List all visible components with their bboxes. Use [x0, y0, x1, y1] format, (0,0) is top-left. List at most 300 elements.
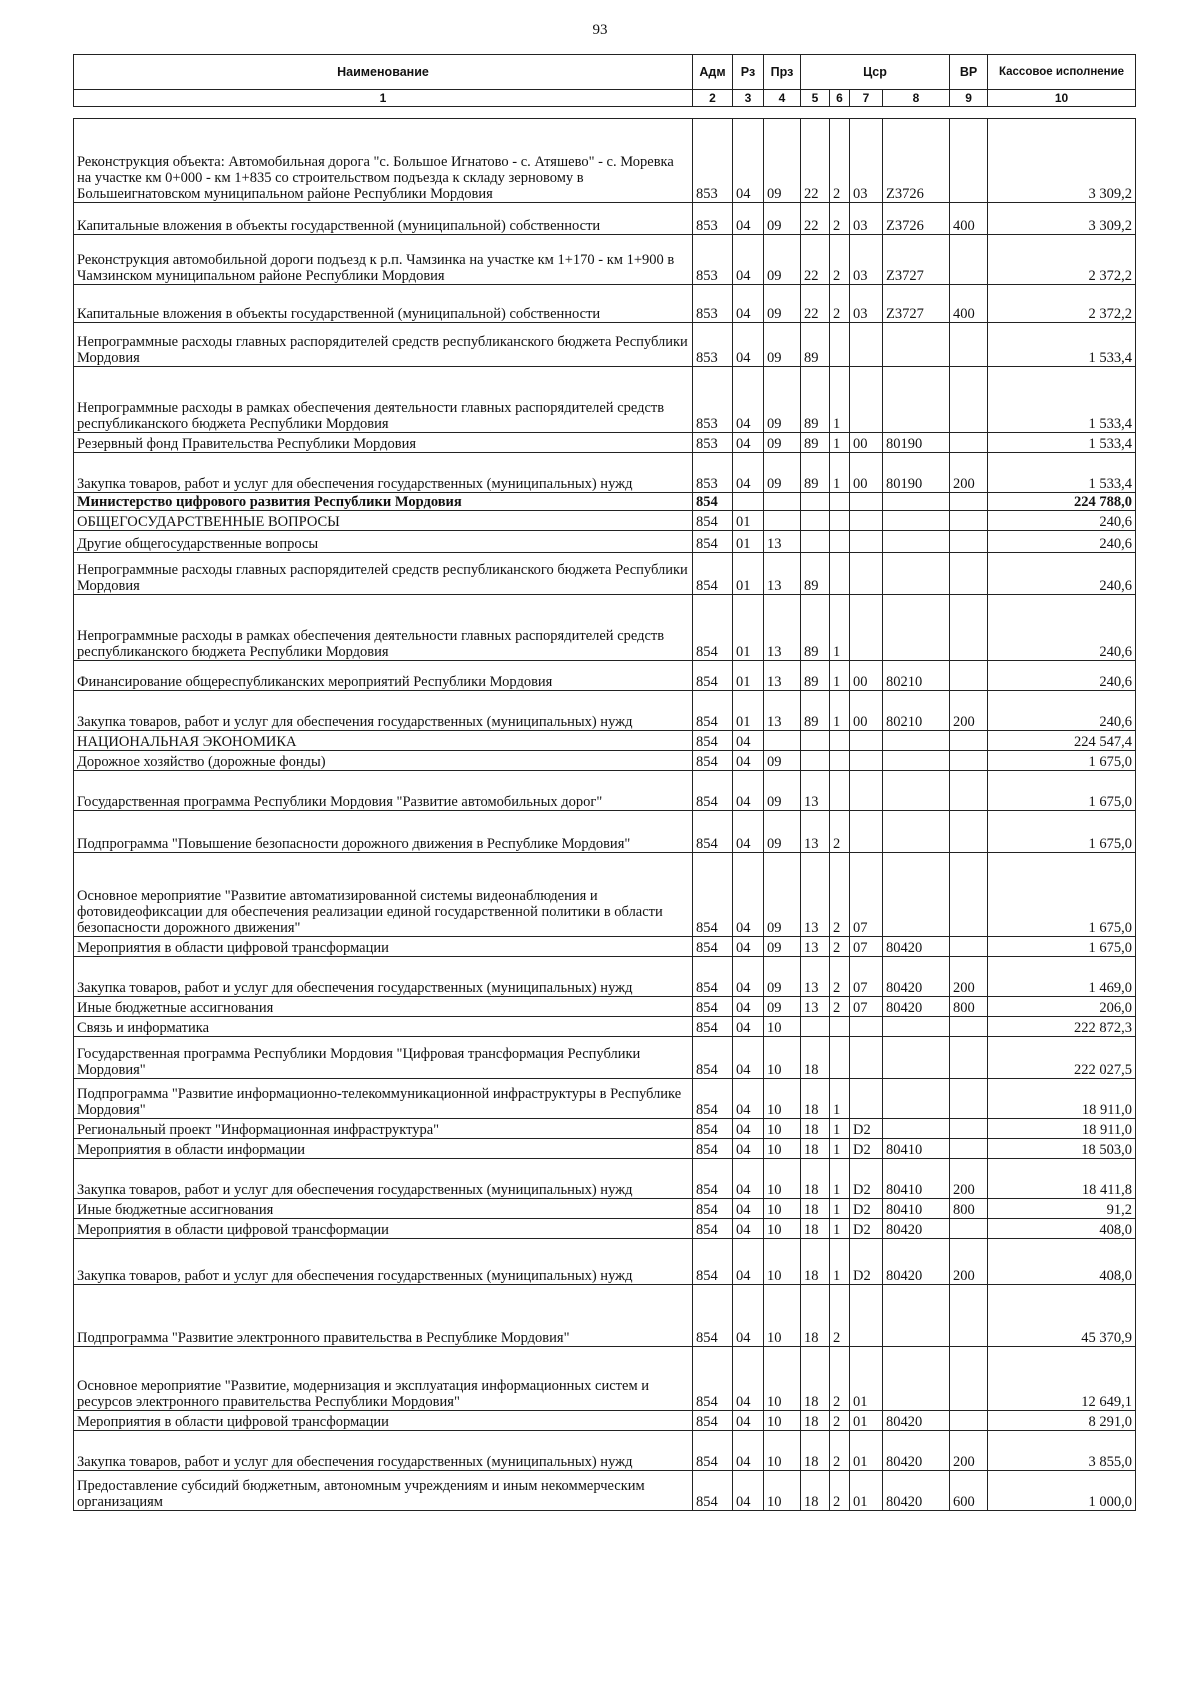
cell-vr: [950, 1079, 988, 1119]
cell-csr-program: 89: [801, 367, 830, 433]
cell-name: Непрограммные расходы в рамках обеспечения деятельности главных распорядителей средств республиканского бюджета Республики Мордовия: [74, 367, 693, 433]
cell-csr-subprogram: 2: [830, 997, 850, 1017]
cell-csr-event: 03: [850, 235, 883, 285]
cell-csr-program: 22: [801, 285, 830, 323]
cell-csr-subprogram: 2: [830, 1431, 850, 1471]
cell-csr-program: 18: [801, 1285, 830, 1347]
cell-csr-direction: [883, 853, 950, 937]
cell-csr-event: D2: [850, 1159, 883, 1199]
cell-prz: 10: [764, 1239, 801, 1285]
cell-csr-direction: Z3727: [883, 235, 950, 285]
cell-csr-direction: 80410: [883, 1159, 950, 1199]
cell-prz: 13: [764, 661, 801, 691]
cell-name: Другие общегосударственные вопросы: [74, 531, 693, 553]
cell-csr-direction: 80190: [883, 433, 950, 453]
budget-table: [73, 54, 1136, 1511]
cell-rz: 04: [733, 1471, 764, 1511]
cell-adm: 854: [693, 1471, 733, 1511]
cell-prz: 10: [764, 1017, 801, 1037]
cell-csr-subprogram: 2: [830, 119, 850, 203]
cell-csr-program: 18: [801, 1119, 830, 1139]
cell-name: Капитальные вложения в объекты государственной (муниципальной) собственности: [74, 285, 693, 323]
cell-amount: 1 000,0: [988, 1471, 1136, 1511]
cell-csr-event: D2: [850, 1239, 883, 1285]
cell-csr-event: [850, 1037, 883, 1079]
cell-csr-subprogram: [830, 553, 850, 595]
spacer-row: [74, 107, 1136, 119]
cell-prz: 09: [764, 323, 801, 367]
cell-adm: 854: [693, 1037, 733, 1079]
table-body: [74, 107, 1136, 1511]
cell-csr-direction: Z3726: [883, 119, 950, 203]
cell-vr: [950, 1037, 988, 1079]
cell-rz: 04: [733, 323, 764, 367]
cell-csr-direction: 80210: [883, 691, 950, 731]
cell-vr: [950, 119, 988, 203]
cell-vr: [950, 367, 988, 433]
cell-amount: 2 372,2: [988, 285, 1136, 323]
table-row: [74, 119, 1136, 203]
cell-vr: [950, 731, 988, 751]
cell-vr: [950, 433, 988, 453]
cell-csr-direction: 80410: [883, 1139, 950, 1159]
spacer-cell: [801, 107, 830, 119]
cell-amount: 1 533,4: [988, 433, 1136, 453]
cell-name: Иные бюджетные ассигнования: [74, 1199, 693, 1219]
header-amount: Кассовое исполнение: [988, 55, 1136, 90]
cell-name: Финансирование общереспубликанских мероприятий Республики Мордовия: [74, 661, 693, 691]
cell-csr-event: 07: [850, 997, 883, 1017]
cell-csr-program: 22: [801, 235, 830, 285]
cell-rz: 04: [733, 433, 764, 453]
cell-adm: 854: [693, 493, 733, 511]
cell-csr-subprogram: 2: [830, 235, 850, 285]
cell-rz: 04: [733, 203, 764, 235]
table-row: [74, 997, 1136, 1017]
cell-adm: 853: [693, 453, 733, 493]
column-number: 4: [764, 90, 801, 107]
cell-csr-direction: [883, 731, 950, 751]
cell-amount: 3 309,2: [988, 119, 1136, 203]
cell-vr: [950, 661, 988, 691]
cell-csr-direction: [883, 553, 950, 595]
cell-csr-subprogram: [830, 731, 850, 751]
cell-csr-event: 07: [850, 957, 883, 997]
cell-csr-event: [850, 511, 883, 531]
cell-name: Реконструкция автомобильной дороги подъезд к р.п. Чамзинка на участке км 1+170 - км 1+900 в Чамзинском муниципальном районе Республики Мордовия: [74, 235, 693, 285]
cell-prz: 10: [764, 1037, 801, 1079]
cell-rz: 04: [733, 1159, 764, 1199]
cell-name: Капитальные вложения в объекты государственной (муниципальной) собственности: [74, 203, 693, 235]
cell-csr-subprogram: 2: [830, 853, 850, 937]
cell-amount: 1 675,0: [988, 811, 1136, 853]
cell-adm: 854: [693, 1159, 733, 1199]
table-row: [74, 661, 1136, 691]
cell-prz: 10: [764, 1119, 801, 1139]
cell-rz: 04: [733, 771, 764, 811]
cell-csr-subprogram: [830, 323, 850, 367]
cell-csr-subprogram: [830, 751, 850, 771]
cell-vr: [950, 771, 988, 811]
table-row: [74, 531, 1136, 553]
cell-rz: 04: [733, 1431, 764, 1471]
header-csr: Цср: [801, 55, 950, 90]
header-row: [74, 55, 1136, 90]
cell-prz: [764, 493, 801, 511]
cell-name: Мероприятия в области цифровой трансформации: [74, 1219, 693, 1239]
cell-rz: 04: [733, 1037, 764, 1079]
cell-csr-subprogram: 1: [830, 433, 850, 453]
cell-csr-subprogram: 1: [830, 595, 850, 661]
cell-csr-direction: 80420: [883, 1411, 950, 1431]
cell-csr-event: [850, 553, 883, 595]
column-number: 6: [830, 90, 850, 107]
table-row: [74, 433, 1136, 453]
cell-rz: 01: [733, 553, 764, 595]
cell-csr-direction: [883, 1017, 950, 1037]
cell-csr-program: 13: [801, 811, 830, 853]
cell-csr-event: [850, 751, 883, 771]
cell-csr-program: 18: [801, 1219, 830, 1239]
cell-csr-program: 18: [801, 1079, 830, 1119]
cell-csr-direction: [883, 531, 950, 553]
cell-csr-event: 00: [850, 691, 883, 731]
spacer-cell: [830, 107, 850, 119]
table-row: [74, 937, 1136, 957]
cell-name: Мероприятия в области цифровой трансформации: [74, 1411, 693, 1431]
cell-adm: 854: [693, 531, 733, 553]
cell-vr: 200: [950, 453, 988, 493]
cell-name: Предоставление субсидий бюджетным, автономным учреждениям и иным некоммерческим организациям: [74, 1471, 693, 1511]
cell-adm: 854: [693, 661, 733, 691]
cell-csr-subprogram: [830, 771, 850, 811]
cell-vr: [950, 531, 988, 553]
cell-vr: [950, 235, 988, 285]
table-row: [74, 1411, 1136, 1431]
cell-csr-event: 03: [850, 119, 883, 203]
cell-csr-event: [850, 731, 883, 751]
cell-amount: 224 788,0: [988, 493, 1136, 511]
cell-csr-direction: 80420: [883, 1239, 950, 1285]
cell-prz: 09: [764, 853, 801, 937]
cell-rz: 01: [733, 511, 764, 531]
cell-vr: 200: [950, 957, 988, 997]
cell-adm: 854: [693, 957, 733, 997]
table-row: [74, 595, 1136, 661]
cell-amount: 3 855,0: [988, 1431, 1136, 1471]
cell-adm: 854: [693, 1347, 733, 1411]
cell-prz: 13: [764, 553, 801, 595]
cell-prz: 10: [764, 1139, 801, 1159]
cell-prz: 09: [764, 235, 801, 285]
cell-vr: 400: [950, 203, 988, 235]
column-number: 2: [693, 90, 733, 107]
cell-name: Закупка товаров, работ и услуг для обеспечения государственных (муниципальных) нужд: [74, 1239, 693, 1285]
cell-vr: [950, 493, 988, 511]
cell-adm: 854: [693, 811, 733, 853]
cell-prz: 09: [764, 285, 801, 323]
cell-csr-program: 13: [801, 957, 830, 997]
cell-name: Мероприятия в области цифровой трансформации: [74, 937, 693, 957]
cell-rz: 04: [733, 1119, 764, 1139]
cell-adm: 854: [693, 1079, 733, 1119]
table-row: [74, 1159, 1136, 1199]
table-row: [74, 1431, 1136, 1471]
cell-adm: 853: [693, 119, 733, 203]
cell-amount: 1 533,4: [988, 453, 1136, 493]
table-row: [74, 771, 1136, 811]
cell-prz: [764, 731, 801, 751]
header-name: Наименование: [74, 55, 693, 90]
cell-csr-program: 18: [801, 1139, 830, 1159]
cell-rz: 04: [733, 731, 764, 751]
cell-amount: 18 503,0: [988, 1139, 1136, 1159]
spacer-cell: [74, 107, 693, 119]
cell-vr: [950, 553, 988, 595]
cell-rz: 04: [733, 1219, 764, 1239]
table-row: [74, 1079, 1136, 1119]
cell-rz: 01: [733, 595, 764, 661]
cell-csr-event: [850, 595, 883, 661]
cell-vr: 200: [950, 1239, 988, 1285]
header-prz: Прз: [764, 55, 801, 90]
cell-csr-event: 01: [850, 1431, 883, 1471]
cell-adm: 854: [693, 751, 733, 771]
cell-adm: 853: [693, 235, 733, 285]
cell-csr-subprogram: 2: [830, 811, 850, 853]
cell-csr-event: [850, 323, 883, 367]
cell-csr-event: 01: [850, 1347, 883, 1411]
table-row: [74, 853, 1136, 937]
cell-csr-direction: [883, 595, 950, 661]
table-row: [74, 1139, 1136, 1159]
cell-amount: 240,6: [988, 553, 1136, 595]
column-number: 9: [950, 90, 988, 107]
cell-vr: [950, 1347, 988, 1411]
table-row: [74, 1199, 1136, 1219]
cell-prz: 10: [764, 1431, 801, 1471]
cell-csr-subprogram: 2: [830, 1471, 850, 1511]
cell-adm: 854: [693, 595, 733, 661]
cell-csr-direction: [883, 511, 950, 531]
cell-prz: 09: [764, 811, 801, 853]
cell-csr-subprogram: [830, 511, 850, 531]
cell-rz: 04: [733, 1017, 764, 1037]
cell-prz: 09: [764, 751, 801, 771]
cell-csr-subprogram: 1: [830, 1119, 850, 1139]
cell-csr-subprogram: 1: [830, 1139, 850, 1159]
cell-amount: 222 027,5: [988, 1037, 1136, 1079]
cell-prz: 10: [764, 1079, 801, 1119]
cell-csr-program: 89: [801, 453, 830, 493]
cell-rz: 04: [733, 957, 764, 997]
cell-amount: 1 675,0: [988, 751, 1136, 771]
cell-rz: 04: [733, 937, 764, 957]
cell-amount: 1 675,0: [988, 771, 1136, 811]
cell-csr-event: [850, 531, 883, 553]
cell-csr-program: 89: [801, 433, 830, 453]
cell-csr-program: [801, 511, 830, 531]
cell-csr-direction: [883, 1285, 950, 1347]
cell-csr-event: [850, 1285, 883, 1347]
cell-csr-event: 00: [850, 433, 883, 453]
cell-csr-event: 00: [850, 661, 883, 691]
cell-csr-direction: 80420: [883, 997, 950, 1017]
cell-adm: 854: [693, 1139, 733, 1159]
cell-csr-program: 22: [801, 203, 830, 235]
cell-name: Закупка товаров, работ и услуг для обеспечения государственных (муниципальных) нужд: [74, 957, 693, 997]
cell-name: Региональный проект "Информационная инфраструктура": [74, 1119, 693, 1139]
cell-amount: 240,6: [988, 531, 1136, 553]
cell-amount: 3 309,2: [988, 203, 1136, 235]
cell-csr-program: 13: [801, 997, 830, 1017]
cell-prz: 09: [764, 433, 801, 453]
cell-vr: [950, 811, 988, 853]
cell-csr-event: 07: [850, 937, 883, 957]
cell-amount: 1 675,0: [988, 937, 1136, 957]
cell-csr-program: 13: [801, 853, 830, 937]
cell-csr-direction: Z3726: [883, 203, 950, 235]
cell-prz: 10: [764, 1199, 801, 1219]
cell-prz: 10: [764, 1219, 801, 1239]
cell-csr-direction: [883, 751, 950, 771]
cell-prz: 09: [764, 367, 801, 433]
table-row: [74, 493, 1136, 511]
table-row: [74, 1239, 1136, 1285]
cell-vr: 200: [950, 1431, 988, 1471]
cell-csr-subprogram: 2: [830, 1285, 850, 1347]
cell-csr-program: 89: [801, 323, 830, 367]
cell-csr-program: [801, 751, 830, 771]
cell-vr: 800: [950, 997, 988, 1017]
cell-vr: [950, 1119, 988, 1139]
cell-amount: 18 411,8: [988, 1159, 1136, 1199]
cell-rz: 04: [733, 1139, 764, 1159]
cell-name: Резервный фонд Правительства Республики Мордовия: [74, 433, 693, 453]
column-number: 1: [74, 90, 693, 107]
cell-prz: 10: [764, 1471, 801, 1511]
cell-adm: 854: [693, 1219, 733, 1239]
cell-vr: [950, 1139, 988, 1159]
cell-csr-subprogram: 1: [830, 1239, 850, 1285]
cell-amount: 1 675,0: [988, 853, 1136, 937]
cell-csr-event: [850, 771, 883, 811]
cell-csr-program: 18: [801, 1347, 830, 1411]
cell-rz: 01: [733, 531, 764, 553]
cell-name: Министерство цифрового развития Республики Мордовия: [74, 493, 693, 511]
cell-vr: [950, 595, 988, 661]
cell-rz: 04: [733, 751, 764, 771]
cell-vr: [950, 1411, 988, 1431]
column-number: 8: [883, 90, 950, 107]
cell-csr-direction: 80420: [883, 1431, 950, 1471]
cell-csr-direction: [883, 367, 950, 433]
cell-csr-event: D2: [850, 1219, 883, 1239]
cell-adm: 853: [693, 433, 733, 453]
cell-csr-direction: [883, 1119, 950, 1139]
table-row: [74, 203, 1136, 235]
cell-csr-direction: Z3727: [883, 285, 950, 323]
spacer-cell: [883, 107, 950, 119]
cell-amount: 222 872,3: [988, 1017, 1136, 1037]
cell-amount: 18 911,0: [988, 1119, 1136, 1139]
cell-amount: 224 547,4: [988, 731, 1136, 751]
cell-csr-subprogram: 1: [830, 1199, 850, 1219]
cell-adm: 853: [693, 367, 733, 433]
cell-csr-subprogram: [830, 493, 850, 511]
cell-name: Закупка товаров, работ и услуг для обеспечения государственных (муниципальных) нужд: [74, 1431, 693, 1471]
cell-name: Подпрограмма "Развитие электронного правительства в Республике Мордовия": [74, 1285, 693, 1347]
cell-vr: [950, 1219, 988, 1239]
column-number: 7: [850, 90, 883, 107]
cell-csr-subprogram: 1: [830, 1079, 850, 1119]
table-row: [74, 1471, 1136, 1511]
cell-adm: 854: [693, 997, 733, 1017]
cell-amount: 1 533,4: [988, 323, 1136, 367]
cell-csr-event: [850, 1079, 883, 1119]
cell-csr-subprogram: 1: [830, 1219, 850, 1239]
cell-adm: 854: [693, 691, 733, 731]
table-row: [74, 691, 1136, 731]
table-row: [74, 751, 1136, 771]
cell-name: Закупка товаров, работ и услуг для обеспечения государственных (муниципальных) нужд: [74, 1159, 693, 1199]
cell-csr-direction: 80210: [883, 661, 950, 691]
cell-csr-event: D2: [850, 1119, 883, 1139]
cell-name: Реконструкция объекта: Автомобильная дорога "с. Большое Игнатово - с. Атяшево" - с. Моревка на участке км 0+000 - км 1+835 со строительством подъезда к складу зерновому в Большеигнатовском муниципальном районе Республики Мордовия: [74, 119, 693, 203]
cell-rz: 04: [733, 811, 764, 853]
cell-csr-direction: [883, 1037, 950, 1079]
cell-csr-direction: 80420: [883, 937, 950, 957]
cell-csr-program: 18: [801, 1239, 830, 1285]
cell-csr-subprogram: 1: [830, 661, 850, 691]
cell-name: Мероприятия в области информации: [74, 1139, 693, 1159]
cell-csr-event: D2: [850, 1139, 883, 1159]
table-row: [74, 323, 1136, 367]
cell-prz: 09: [764, 203, 801, 235]
cell-csr-program: 89: [801, 553, 830, 595]
cell-name: Дорожное хозяйство (дорожные фонды): [74, 751, 693, 771]
cell-csr-subprogram: 1: [830, 453, 850, 493]
cell-amount: 2 372,2: [988, 235, 1136, 285]
cell-rz: [733, 493, 764, 511]
cell-amount: 206,0: [988, 997, 1136, 1017]
cell-vr: [950, 937, 988, 957]
cell-rz: 04: [733, 997, 764, 1017]
cell-amount: 240,6: [988, 691, 1136, 731]
cell-prz: 09: [764, 997, 801, 1017]
cell-rz: 04: [733, 1239, 764, 1285]
cell-csr-subprogram: [830, 531, 850, 553]
cell-rz: 04: [733, 1199, 764, 1219]
cell-prz: 09: [764, 771, 801, 811]
cell-name: Непрограммные расходы главных распорядителей средств республиканского бюджета Республики Мордовия: [74, 323, 693, 367]
cell-vr: [950, 853, 988, 937]
table-row: [74, 811, 1136, 853]
cell-name: Основное мероприятие "Развитие автоматизированной системы видеонаблюдения и фотовидеофиксации для обеспечения реализации единой государственной политики в области безопасности дорожного движения": [74, 853, 693, 937]
cell-csr-direction: 80410: [883, 1199, 950, 1219]
cell-rz: 04: [733, 453, 764, 493]
cell-amount: 240,6: [988, 661, 1136, 691]
cell-prz: 10: [764, 1159, 801, 1199]
cell-rz: 01: [733, 691, 764, 731]
cell-csr-direction: [883, 493, 950, 511]
spacer-cell: [693, 107, 733, 119]
cell-csr-subprogram: [830, 1037, 850, 1079]
cell-prz: 09: [764, 453, 801, 493]
cell-csr-direction: 80190: [883, 453, 950, 493]
cell-vr: [950, 1017, 988, 1037]
cell-adm: 853: [693, 285, 733, 323]
